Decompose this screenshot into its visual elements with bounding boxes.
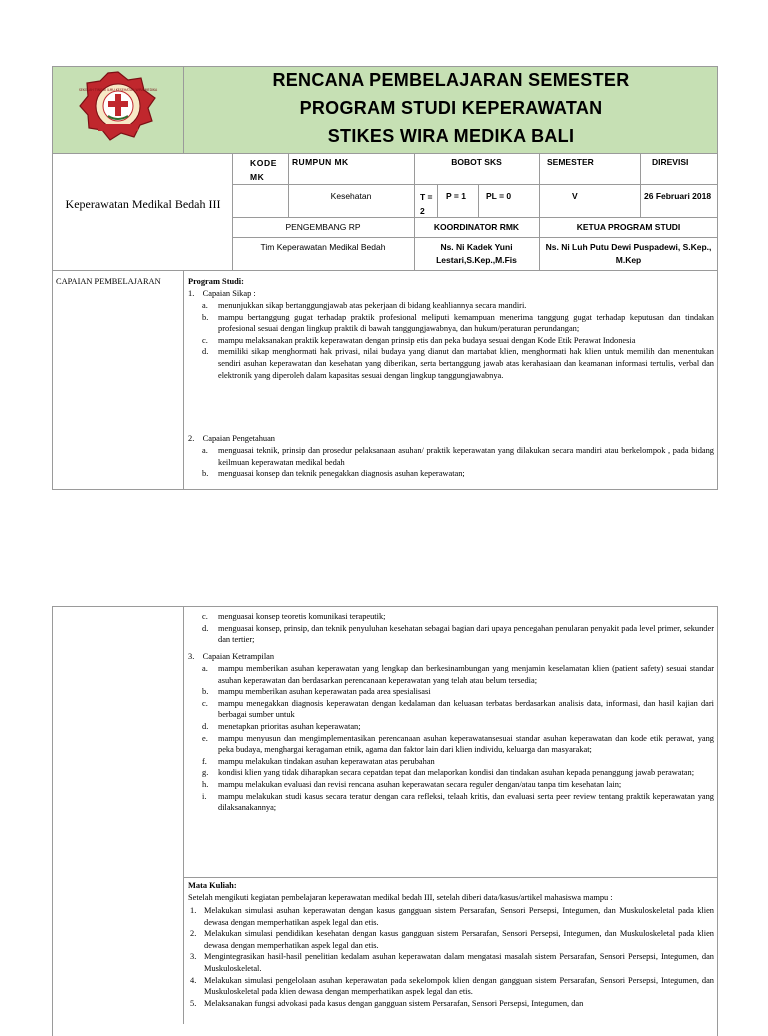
keterampilan-item: [188, 733, 714, 756]
list-marker: 1.: [190, 906, 197, 915]
mk-item: [188, 905, 714, 928]
list-marker: a.: [202, 301, 208, 310]
list-marker: 2.: [190, 929, 197, 939]
list-marker: 3.: [190, 952, 197, 962]
list-text: menguasai teknik, prinsip dan prosedur pelaksanaan asuhan/ praktik keperawatan yang dilakukan secara mandiri atau berkelompok , pada bidang keilmuan keperawatan medikal bedah: [218, 446, 714, 467]
list-text: mampu bertanggung gugat terhadap praktik profesional meliputi kemampuan menerima tanggung gugat terhadap keputusan dan tindakan profesional sesuai dengan lingkup praktik di bawah tanggungjawabnya, dan hukum/peraturan perundangan;: [218, 312, 714, 334]
keterampilan-item: [188, 791, 714, 814]
ketua-prodi-label: KETUA PROGRAM STUDI: [576, 222, 681, 232]
rumpun-mk-value: Kesehatan: [330, 191, 372, 201]
rumpun-mk-label: RUMPUN MK: [292, 157, 349, 167]
mk-heading: Mata Kuliah:: [188, 881, 237, 890]
list-text: kondisi klien yang tidak diharapkan secara cepatdan tepat dan melaporkan kondisi dan tindakan asuhan kepada penanggung jawab perawatan;: [218, 768, 695, 778]
mk-intro: Setelah mengikuti kegiatan pembelajaran keperawatan medikal bedah III, setelah diberi data/kasus/artikel mahasiswa mampu :: [188, 893, 613, 902]
list-marker: b.: [202, 312, 209, 322]
koordinator-rmk-label: KOORDINATOR RMK: [433, 222, 520, 232]
bobot-sks-label: BOBOT SKS: [451, 157, 502, 167]
list-marker: h.: [202, 779, 209, 789]
list-marker: c.: [202, 612, 208, 621]
kode-mk-label: KODE MK: [250, 158, 277, 182]
semester-value: V: [572, 191, 578, 201]
sikap-item: [188, 335, 714, 347]
sikap-list: [188, 300, 714, 381]
pengembang-rp-value: Tim Keperawatan Medikal Bedah: [260, 242, 386, 252]
mk-list: [188, 905, 714, 1009]
list-text: Mengintegrasikan hasil-hasil penelitian kedalam asuhan keperawatan dalam mengatasi masalah sistem Persarafan, Sensori Persepsi, Integumen, dan Muskuloskeletal.: [204, 952, 714, 973]
keterampilan-item: [188, 686, 714, 698]
pengetahuan-item: [188, 445, 714, 468]
direvisi-label: DIREVISI: [652, 157, 689, 167]
keterampilan-item: [188, 698, 714, 721]
koordinator-rmk-value: Ns. Ni Kadek Yuni Lestari,S.Kep.,M.Fis: [436, 242, 517, 265]
institution-logo: [78, 70, 158, 142]
keterampilan-item: [188, 756, 714, 768]
list-text: Melakukan simulasi pengelolaan asuhan keperawatan pada sekelompok klien dengan gangguan sistem Persarafan, Sensori Persepsi, Integumen, dan Muskuloskeletal pada klien dewasa dengan memperhatikan aspek legal dan etis.: [204, 975, 714, 997]
semester-label: SEMESTER: [547, 157, 594, 167]
logo-text: SEKOLAH TINGGI ILMU KESEHATAN WIRA MEDIKA: [78, 88, 158, 92]
capaian-label: CAPAIAN PEMBELAJARAN: [56, 277, 161, 286]
list-marker: a.: [202, 446, 208, 455]
mk-item: [188, 998, 714, 1010]
list-text: menetapkan prioritas asuhan keperawatan;: [218, 721, 361, 731]
list-marker: f.: [202, 756, 207, 766]
mk-item: [188, 951, 714, 974]
keterampilan-item: [188, 779, 714, 791]
list-marker: e.: [202, 733, 208, 743]
keterampilan-item: [188, 721, 714, 733]
sikap-heading: 1. Capaian Sikap :: [188, 289, 256, 298]
list-text: mampu melakukan evaluasi dan revisi rencana asuhan keperawatan secara reguler dengan/atau tanpa tim kesehatan lain;: [218, 779, 622, 789]
keterampilan-item: [188, 663, 714, 686]
list-marker: 4.: [190, 975, 197, 985]
list-text: mampu menegakkan diagnosis keperawatan dengan kedalaman dan keluasan terbatas berdasarkan analisis data, informasi, dan hasil kajian dari berbagai sumber untuk: [218, 698, 714, 720]
sikap-item: [188, 346, 714, 381]
keterampilan-heading: 3. Capaian Ketrampilan: [188, 652, 275, 661]
list-text: menguasai konsep teoretis komunikasi terapeutik;: [218, 612, 386, 621]
list-marker: d.: [202, 721, 209, 731]
list-marker: a.: [202, 664, 208, 673]
bobot-pl-value: PL = 0: [486, 191, 512, 201]
course-name: Keperawatan Medikal Bedah III: [65, 197, 221, 211]
ketua-prodi-value: Ns. Ni Luh Putu Dewi Puspadewi, S.Kep., M.Kep: [545, 242, 712, 265]
list-text: menguasai konsep dan teknik penegakkan diagnosis asuhan keperawatan;: [218, 469, 465, 479]
list-text: mampu memberikan asuhan keperawatan pada area spesialisasi: [218, 687, 431, 697]
list-marker: 5.: [190, 998, 197, 1008]
list-marker: b.: [202, 687, 209, 697]
sikap-item: [188, 312, 714, 335]
list-text: Melakukan simulasi pendidikan kesehatan dengan kasus gangguan sistem Persarafan, Sensori Persepsi, Integumen, dan Muskuloskeletal pada klien dewasa dengan memperhatikan aspek legal dan etis.: [204, 929, 714, 950]
list-marker: g.: [202, 768, 209, 778]
pengetahuan-heading: 2. Capaian Pengetahuan: [188, 434, 275, 443]
list-text: mampu melaksanakan praktik keperawatan dengan prinsip etis dan peka budaya sesuai dengan Kode Etik Perawat Indonesia: [218, 335, 636, 345]
list-text: Melaksanakan fungsi advokasi pada kasus dengan gangguan sistem Persarafan, Sensori Persepsi, Integumen, dan: [204, 998, 584, 1008]
prodi-heading: Program Studi:: [188, 277, 244, 286]
list-text: menguasai konsep, prinsip, dan teknik penyuluhan kesehatan sebagai bagian dari upaya pencegahan penularan penyakit pada level primer, sekunder dan tertier;: [218, 623, 714, 645]
list-text: Melakukan simulasi asuhan keperawatan dengan kasus gangguan sistem Persarafan, Sensori Persepsi, Integumen, dan Muskuloskeletal pada klien dewasa dengan memperhatikan aspek legal dan etis.: [204, 906, 714, 927]
list-text: mampu menyusun dan mengimplementasikan perencanaan asuhan keperawatansesuai standar asuhan keperawatan dan kode etik perawat, yang peka budaya, menghargai keragaman etnik, agama dan faktor lain dari klien individu, keluarga dan masyarakat;: [218, 733, 714, 755]
pengetahuan-item: [188, 623, 714, 646]
keterampilan-list: [188, 663, 714, 814]
list-marker: c.: [202, 698, 208, 708]
mk-item: [188, 975, 714, 998]
bobot-t-value: T = 2: [420, 192, 433, 216]
pengetahuan-list-2: [188, 611, 714, 646]
keterampilan-item: [188, 767, 714, 779]
page-title-line-1: RENCANA PEMBELAJARAN SEMESTER: [272, 70, 630, 90]
pengembang-rp-label: PENGEMBANG RP: [285, 222, 361, 232]
list-marker: d.: [202, 347, 209, 357]
list-marker: i.: [202, 791, 207, 801]
bobot-p-value: P = 1: [446, 191, 466, 201]
pengetahuan-list-1: [188, 445, 714, 480]
pengetahuan-item: [188, 468, 714, 480]
direvisi-value: 26 Februari 2018: [644, 191, 712, 201]
pengetahuan-item: [188, 611, 714, 623]
list-marker: b.: [202, 469, 209, 479]
page-title-line-3: STIKES WIRA MEDIKA BALI: [327, 126, 575, 146]
list-marker: d.: [202, 623, 209, 633]
list-text: mampu melakukan tindakan asuhan keperawatan atas perubahan: [218, 756, 435, 766]
list-text: menunjukkan sikap bertanggungjawab atas pekerjaan di bidang keahliannya secara mandiri.: [218, 301, 527, 310]
page-title-line-2: PROGRAM STUDI KEPERAWATAN: [299, 98, 603, 118]
mk-item: [188, 928, 714, 951]
list-text: mampu melakukan studi kasus secara teratur dengan cara refleksi, telaah kritis, dan evaluasi serta peer review tentang praktik keperawatan yang dilaksanakannya;: [218, 791, 714, 813]
list-text: memiliki sikap menghormati hak privasi, nilai budaya yang dianut dan martabat klien, menghormati hak klien untuk memilih dan menentukan sendiri asuhan keperawatan dan kesehatan yang diberikan, serta bertanggung jawab atas kerahasiaan dan keamanan informasi tertulis, verbal dan elektronik yang diperoleh dalam kapasitas sesuai dengan lingkup tanggungjawabnya.: [218, 347, 714, 380]
list-marker: c.: [202, 335, 208, 345]
list-text: mampu memberikan asuhan keperawatan yang lengkap dan berkesinambungan yang menjamin keselamatan klien (patient safety) sesuai standar asuhan keperawatan dan berdasarkan perencanaan keperawatan yang telah atau belum tersedia;: [218, 664, 714, 685]
sikap-item: [188, 300, 714, 312]
